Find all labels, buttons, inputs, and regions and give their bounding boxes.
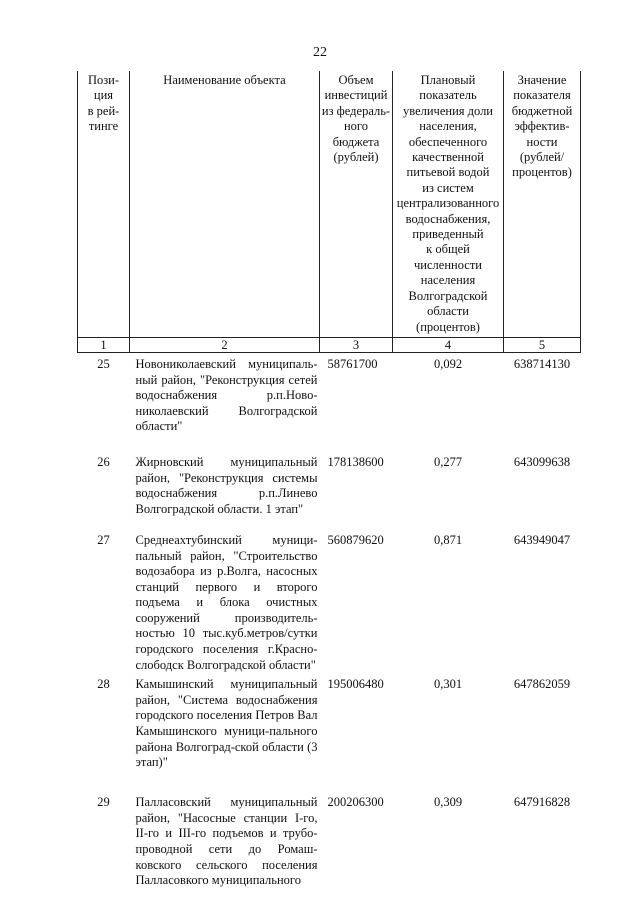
row-planned-indicator: 0,092 <box>433 356 463 371</box>
header-line: увеличения доли <box>402 103 493 118</box>
row-efficiency: 643949047 <box>513 532 571 547</box>
header-line: (рублей) <box>333 150 379 165</box>
header-position <box>78 71 130 337</box>
header-line: тинге <box>88 119 119 134</box>
header-line: в рей- <box>87 103 120 118</box>
header-line: эффектив- <box>514 119 570 134</box>
column-number-row <box>78 337 581 352</box>
row-investment: 560879620 <box>327 532 384 547</box>
header-line: бюджета <box>332 134 380 149</box>
row-object-name: Жирновский муниципальный район, "Реконструкция системы водоснабжения р.п.Линево Волгоградской области. 1 этап" <box>135 454 318 516</box>
header-line: ция <box>93 88 114 103</box>
row-object-name: Камышинский муниципальный район, "Система водоснабжения городского поселения Петров Вал Камышинского муници-пального района Волгоград-ской области (3 этап)" <box>135 677 318 770</box>
header-efficiency <box>504 71 581 337</box>
header-line: обеспеченного <box>408 134 488 149</box>
header-line: качественной <box>412 150 484 165</box>
column-number: 2 <box>130 337 320 352</box>
header-line: Значение <box>517 73 567 87</box>
row-position: 27 <box>97 532 110 547</box>
row-planned-indicator: 0,871 <box>433 532 463 547</box>
header-line: показателя <box>513 88 571 103</box>
header-line: водоснабжения, <box>405 211 491 226</box>
header-line: процентов) <box>512 165 572 180</box>
header-line: (процентов) <box>416 319 480 334</box>
header-line: бюджетной <box>511 103 573 118</box>
row-object-name: Среднеахтубинский муници-пальный район, "Строительство водозабора из р.Волга, насосных станций первого и второго подъема и блока очистных сооружений производитель-ностью 10 тыс.куб.метров/сутки городского поселения г.Красно-слободск Волгоградской области" <box>135 532 318 672</box>
header-line: приведенный <box>412 227 484 242</box>
header-name <box>130 71 320 337</box>
table-row <box>78 352 581 451</box>
row-investment: 195006480 <box>327 677 384 692</box>
row-planned-indicator: 0,277 <box>433 454 463 469</box>
header-line: населения <box>420 273 476 288</box>
table-row <box>78 451 581 529</box>
row-efficiency: 647862059 <box>513 677 571 692</box>
page-number: 22 <box>313 45 327 60</box>
row-object-name: Новониколаевский муниципаль-ный район, "Реконструкция сетей водоснабжения р.п.Ново-николаевский Волгоградской области" <box>135 356 318 434</box>
header-row <box>78 71 581 337</box>
row-position: 26 <box>97 454 110 469</box>
header-line: ного <box>343 119 368 134</box>
header-line: централизованного <box>396 196 500 211</box>
header-line: ности <box>526 134 558 149</box>
header-line: Объем <box>338 73 374 87</box>
row-investment: 200206300 <box>327 795 384 810</box>
column-number: 4 <box>393 337 504 352</box>
column-number: 1 <box>78 337 130 352</box>
header-investment <box>320 71 393 337</box>
row-investment: 58761700 <box>327 356 378 371</box>
header-line: (рублей/ <box>519 150 565 165</box>
table-row <box>78 529 581 673</box>
header-line: инвестиций <box>324 88 388 103</box>
row-planned-indicator: 0,309 <box>433 795 463 810</box>
table-row <box>78 673 581 791</box>
row-object-name: Палласовский муниципальный район, "Насосные станции I-го, II-го и III-го подъемов и трубо-проводной сети до Ромаш-ковского сельского поселения Палласовкого муниципального <box>135 795 318 888</box>
header-line: Плановый <box>420 73 476 87</box>
row-position: 29 <box>97 795 110 810</box>
header-line: Наименование объекта <box>163 73 286 87</box>
row-efficiency: 643099638 <box>513 454 571 469</box>
header-line: показатель <box>419 88 477 103</box>
row-planned-indicator: 0,301 <box>433 677 463 692</box>
header-line: из систем <box>422 180 474 195</box>
header-line: к общей численности <box>414 242 482 272</box>
header-planned-indicator <box>393 71 504 337</box>
row-efficiency: 638714130 <box>513 356 571 371</box>
row-position: 25 <box>97 356 110 371</box>
table-row <box>78 791 581 889</box>
header-line: из федераль- <box>321 103 391 118</box>
column-number: 5 <box>504 337 581 352</box>
row-efficiency: 647916828 <box>513 795 571 810</box>
header-line: питьевой водой <box>406 165 490 180</box>
row-investment: 178138600 <box>327 454 384 469</box>
row-position: 28 <box>97 677 110 692</box>
rating-table <box>77 71 581 889</box>
header-line: Волгоградской <box>408 288 488 303</box>
header-line: области <box>427 304 469 319</box>
header-line: Пози- <box>87 73 120 87</box>
column-number: 3 <box>320 337 393 352</box>
header-line: населения, <box>419 119 477 134</box>
